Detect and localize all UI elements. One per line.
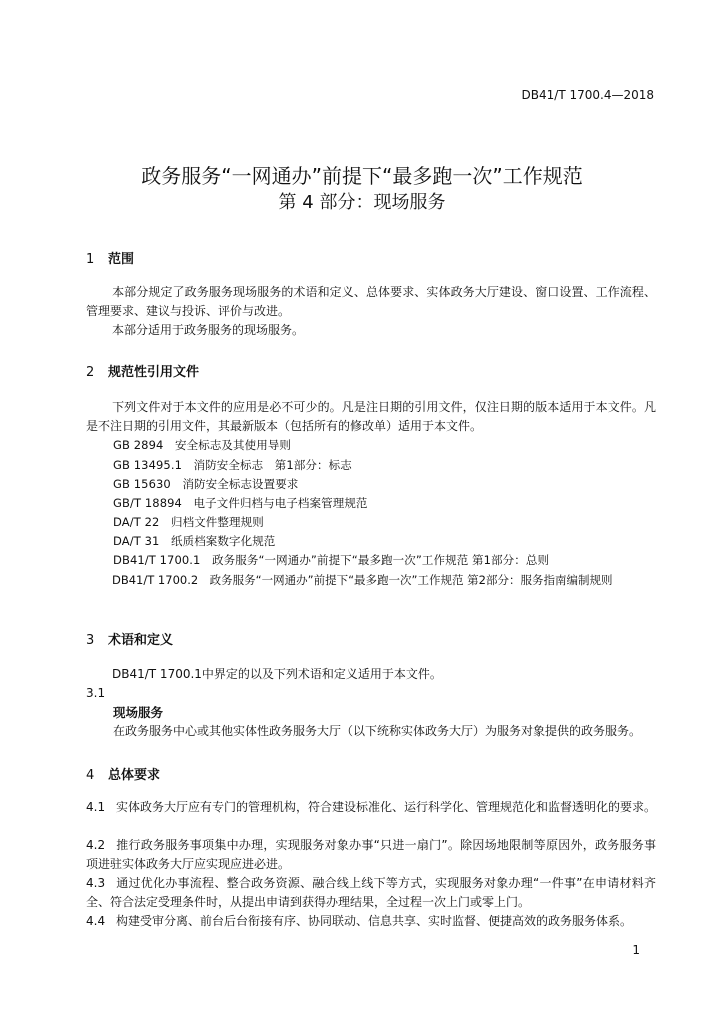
page-number: 1 [632, 943, 640, 957]
section-4-heading [86, 764, 160, 783]
reference-item: DB41/T 1700.1 政务服务“一网通办”前提下“最多跑一次”工作规范 第1部分：总则 [113, 553, 550, 567]
section-2-heading [86, 361, 199, 380]
clause-number: 4.2 [86, 838, 106, 852]
section-title: 术语和定义 [108, 633, 174, 648]
section-number: 4 [86, 768, 95, 783]
document-subtitle: 第 4 部分：现场服务 [278, 192, 446, 213]
reference-item: DA/T 22 归档文件整理规则 [113, 515, 264, 529]
clause-number: 4.4 [86, 914, 106, 928]
reference-item: GB 15630 消防安全标志设置要求 [113, 477, 299, 491]
section-title: 规范性引用文件 [108, 365, 200, 380]
general-requirement-item: 4.4 构建受审分离、前台后台衔接有序、协同联动、信息共享、实时监督、便捷高效的政务服务体系。 [86, 912, 656, 931]
document-title: 政务服务“一网通办”前提下“最多跑一次”工作规范 [141, 164, 583, 188]
term-name: 现场服务 [113, 705, 164, 720]
section-3-heading [86, 629, 173, 648]
section-1-heading [86, 248, 134, 267]
section-number: 1 [86, 252, 95, 267]
section-title: 范围 [108, 252, 135, 267]
general-requirement-item: 4.3 通过优化办事流程、整合政务资源、融合线上线下等方式，实现服务对象办理“一件事”在申请材料齐全、符合法定受理条件时，从提出申请到获得办理结果，全过程一次上门或零上门。 [86, 876, 656, 909]
reference-item: DA/T 31 纸质档案数字化规范 [113, 534, 276, 548]
section-number: 3 [86, 633, 95, 648]
terms-intro: DB41/T 1700.1中界定的以及下列术语和定义适用于本文件。 [112, 667, 442, 681]
reference-item: GB/T 18894 电子文件归档与电子档案管理规范 [113, 496, 368, 510]
general-requirement-item: 4.2 推行政务服务事项集中办理，实现服务对象办事“只进一扇门”。除因场地限制等原因外，政务服务事项进驻实体政务大厅应实现应进必进。 [86, 838, 656, 871]
general-requirement-item: 4.1 实体政务大厅应有专门的管理机构，符合建设标准化、运行科学化、管理规范化和监督透明化的要求。 [86, 798, 656, 817]
scope-paragraph-2: 本部分适用于政务服务的现场服务。 [112, 323, 305, 337]
reference-item: GB 13495.1 消防安全标志 第1部分：标志 [113, 458, 352, 472]
section-number: 2 [86, 365, 95, 380]
norm-refs-intro: 下列文件对于本文件的应用是必不可少的。凡是注日期的引用文件，仅注日期的版本适用于本文件。凡是不注日期的引用文件，其最新版本（包括所有的修改单）适用于本文件。 [86, 400, 656, 433]
clause-number: 3.1 [86, 686, 106, 700]
clause-number: 4.1 [86, 800, 106, 814]
reference-item: GB 2894 安全标志及其使用导则 [113, 438, 292, 452]
term-definition: 在政务服务中心或其他实体性政务服务大厅（以下统称实体政务大厅）为服务对象提供的政务服务。 [113, 724, 642, 738]
reference-item: DB41/T 1700.2 政务服务“一网通办”前提下“最多跑一次”工作规范 第2部分：服务指南编制规则 [112, 573, 613, 587]
scope-paragraph-1: 本部分规定了政务服务现场服务的术语和定义、总体要求、实体政务大厅建设、窗口设置、工作流程、管理要求、建议与投诉、评价与改进。 [86, 285, 656, 318]
clause-number: 4.3 [86, 876, 106, 890]
section-title: 总体要求 [108, 768, 161, 783]
document-code: DB41/T 1700.4—2018 [521, 88, 654, 102]
